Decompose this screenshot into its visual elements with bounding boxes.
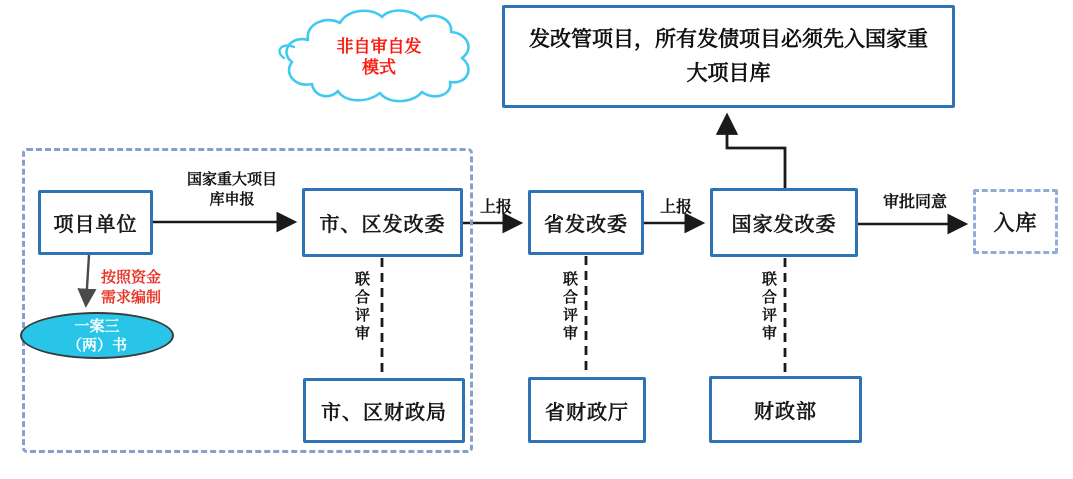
label-funding-line1: 按照资金 [100, 269, 161, 286]
node-project-unit-label: 项目单位 [53, 214, 138, 236]
node-provincial-drc [528, 190, 644, 255]
node-provincial-drc-label: 省发改委 [544, 214, 628, 236]
cloud-label-line2: 模式 [362, 58, 396, 77]
node-city-district-finance-label: 市、区财政局 [321, 402, 447, 424]
node-city-district-drc [302, 188, 463, 257]
label-report-1: 上报 [479, 199, 512, 216]
node-national-drc-label: 国家发改委 [731, 214, 837, 236]
label-report-2: 上报 [659, 199, 692, 216]
node-ministry-of-finance-label: 财政部 [754, 401, 817, 423]
cloud-label-line1: 非自审自发 [336, 37, 422, 56]
node-project-unit [38, 190, 153, 255]
edge-to-top-note [727, 117, 785, 188]
node-city-district-finance [303, 378, 465, 443]
label-apply-line2: 库申报 [209, 191, 255, 208]
node-storage-label: 入库 [993, 211, 1038, 235]
ellipse-line1: 一案三 [74, 317, 120, 335]
label-joint-review-1: 联合评审 [353, 271, 370, 343]
ellipse-line2: （两）书 [66, 336, 127, 354]
node-city-district-drc-label: 市、区发改委 [319, 214, 446, 236]
top-note-box [502, 5, 955, 108]
label-apply-line1: 国家重大项目 [186, 171, 277, 188]
label-approve: 审批同意 [882, 194, 947, 211]
node-provincial-finance [528, 377, 646, 443]
node-national-drc [710, 188, 858, 257]
label-joint-review-2: 联合评审 [561, 271, 578, 343]
node-provincial-finance-label: 省财政厅 [545, 401, 629, 424]
node-ministry-of-finance [709, 376, 862, 443]
label-joint-review-3: 联合评审 [760, 271, 777, 343]
label-funding-line2: 需求编制 [100, 289, 161, 306]
ellipse-document [20, 312, 174, 359]
cloud-label [297, 36, 461, 78]
label-funding-note [92, 268, 170, 308]
node-storage [973, 189, 1058, 254]
label-apply [157, 170, 307, 210]
top-note-text: 发改管项目，所有发债项目必须先入国家重大项目库 [529, 27, 928, 85]
